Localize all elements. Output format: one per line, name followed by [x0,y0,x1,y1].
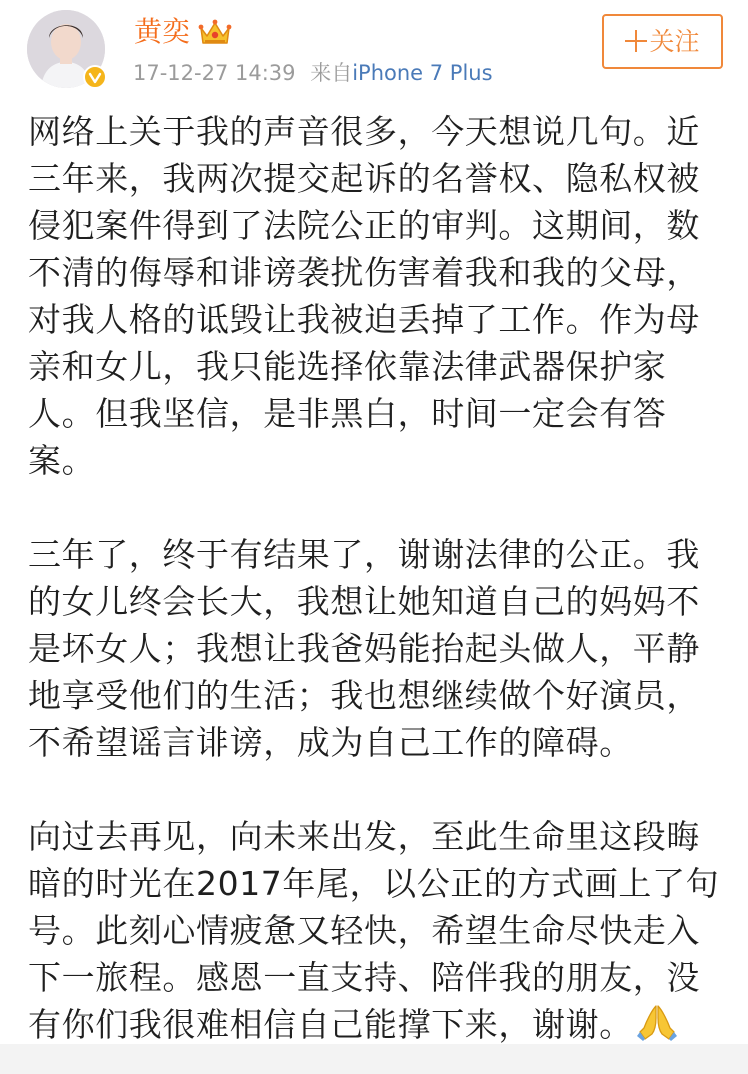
text-line: 三年了，终于有结果了，谢谢法律的公正。我 [28,535,700,574]
bottom-divider-bar [0,1044,748,1074]
text-line: 三年来，我两次提交起诉的名誉权、隐私权被 [28,159,700,198]
post-header [0,0,748,100]
praying-hands-icon [635,1002,679,1042]
post-body [28,108,718,1048]
text-line: 侵犯案件得到了法院公正的审判。这期间，数 [28,206,700,245]
text-line: 不清的侮辱和诽谤袭扰伤害着我和我的父母， [28,253,700,292]
follow-button-label: 关注 [649,27,700,56]
text-line: 是坏女人；我想让我爸妈能抬起头做人，平静 [28,629,700,668]
text-line: 人。但我坚信，是非黑白，时间一定会有答 [28,394,667,433]
text-line: 号。此刻心情疲惫又轻快，希望生命尽快走入 [28,911,700,950]
source-prefix: 来自 [310,61,353,85]
paragraph-spacer [28,484,718,531]
text-line: 不希望谣言诽谤，成为自己工作的障碍。 [28,723,633,762]
text-line-last [28,1001,718,1048]
follow-button[interactable] [602,14,723,69]
paragraph-2 [28,531,718,766]
text-line: 向过去再见，向未来出发，至此生命里这段晦 [28,817,700,856]
avatar-container[interactable] [27,10,105,88]
post-meta [133,58,493,88]
verified-badge-icon [83,65,107,89]
text-line: 案。 [28,441,96,480]
source-device-link[interactable]: iPhone 7 Plus [352,61,493,85]
text-line-content: 有你们我很难相信自己能撑下来，谢谢。 [28,1005,633,1044]
paragraph-spacer [28,766,718,813]
text-line: 对我人格的诋毁让我被迫丢掉了工作。作为母 [28,300,700,339]
author-name[interactable]: 黄奕 [134,15,191,48]
text-line: 下一旅程。感恩一直支持、陪伴我的朋友，没 [28,958,700,997]
paragraph-3 [28,813,718,1048]
text-line: 地享受他们的生活；我也想继续做个好演员， [28,676,700,715]
crown-vip-icon[interactable] [198,17,232,47]
paragraph-1 [28,108,718,484]
text-line: 的女儿终会长大，我想让她知道自己的妈妈不 [28,582,700,621]
text-line: 网络上关于我的声音很多，今天想说几句。近 [28,112,700,151]
post-timestamp: 17-12-27 14:39 [133,61,296,85]
text-line: 亲和女儿，我只能选择依靠法律武器保护家 [28,347,667,386]
text-line: 暗的时光在2017年尾，以公正的方式画上了句 [28,864,720,903]
plus-icon [625,30,647,52]
